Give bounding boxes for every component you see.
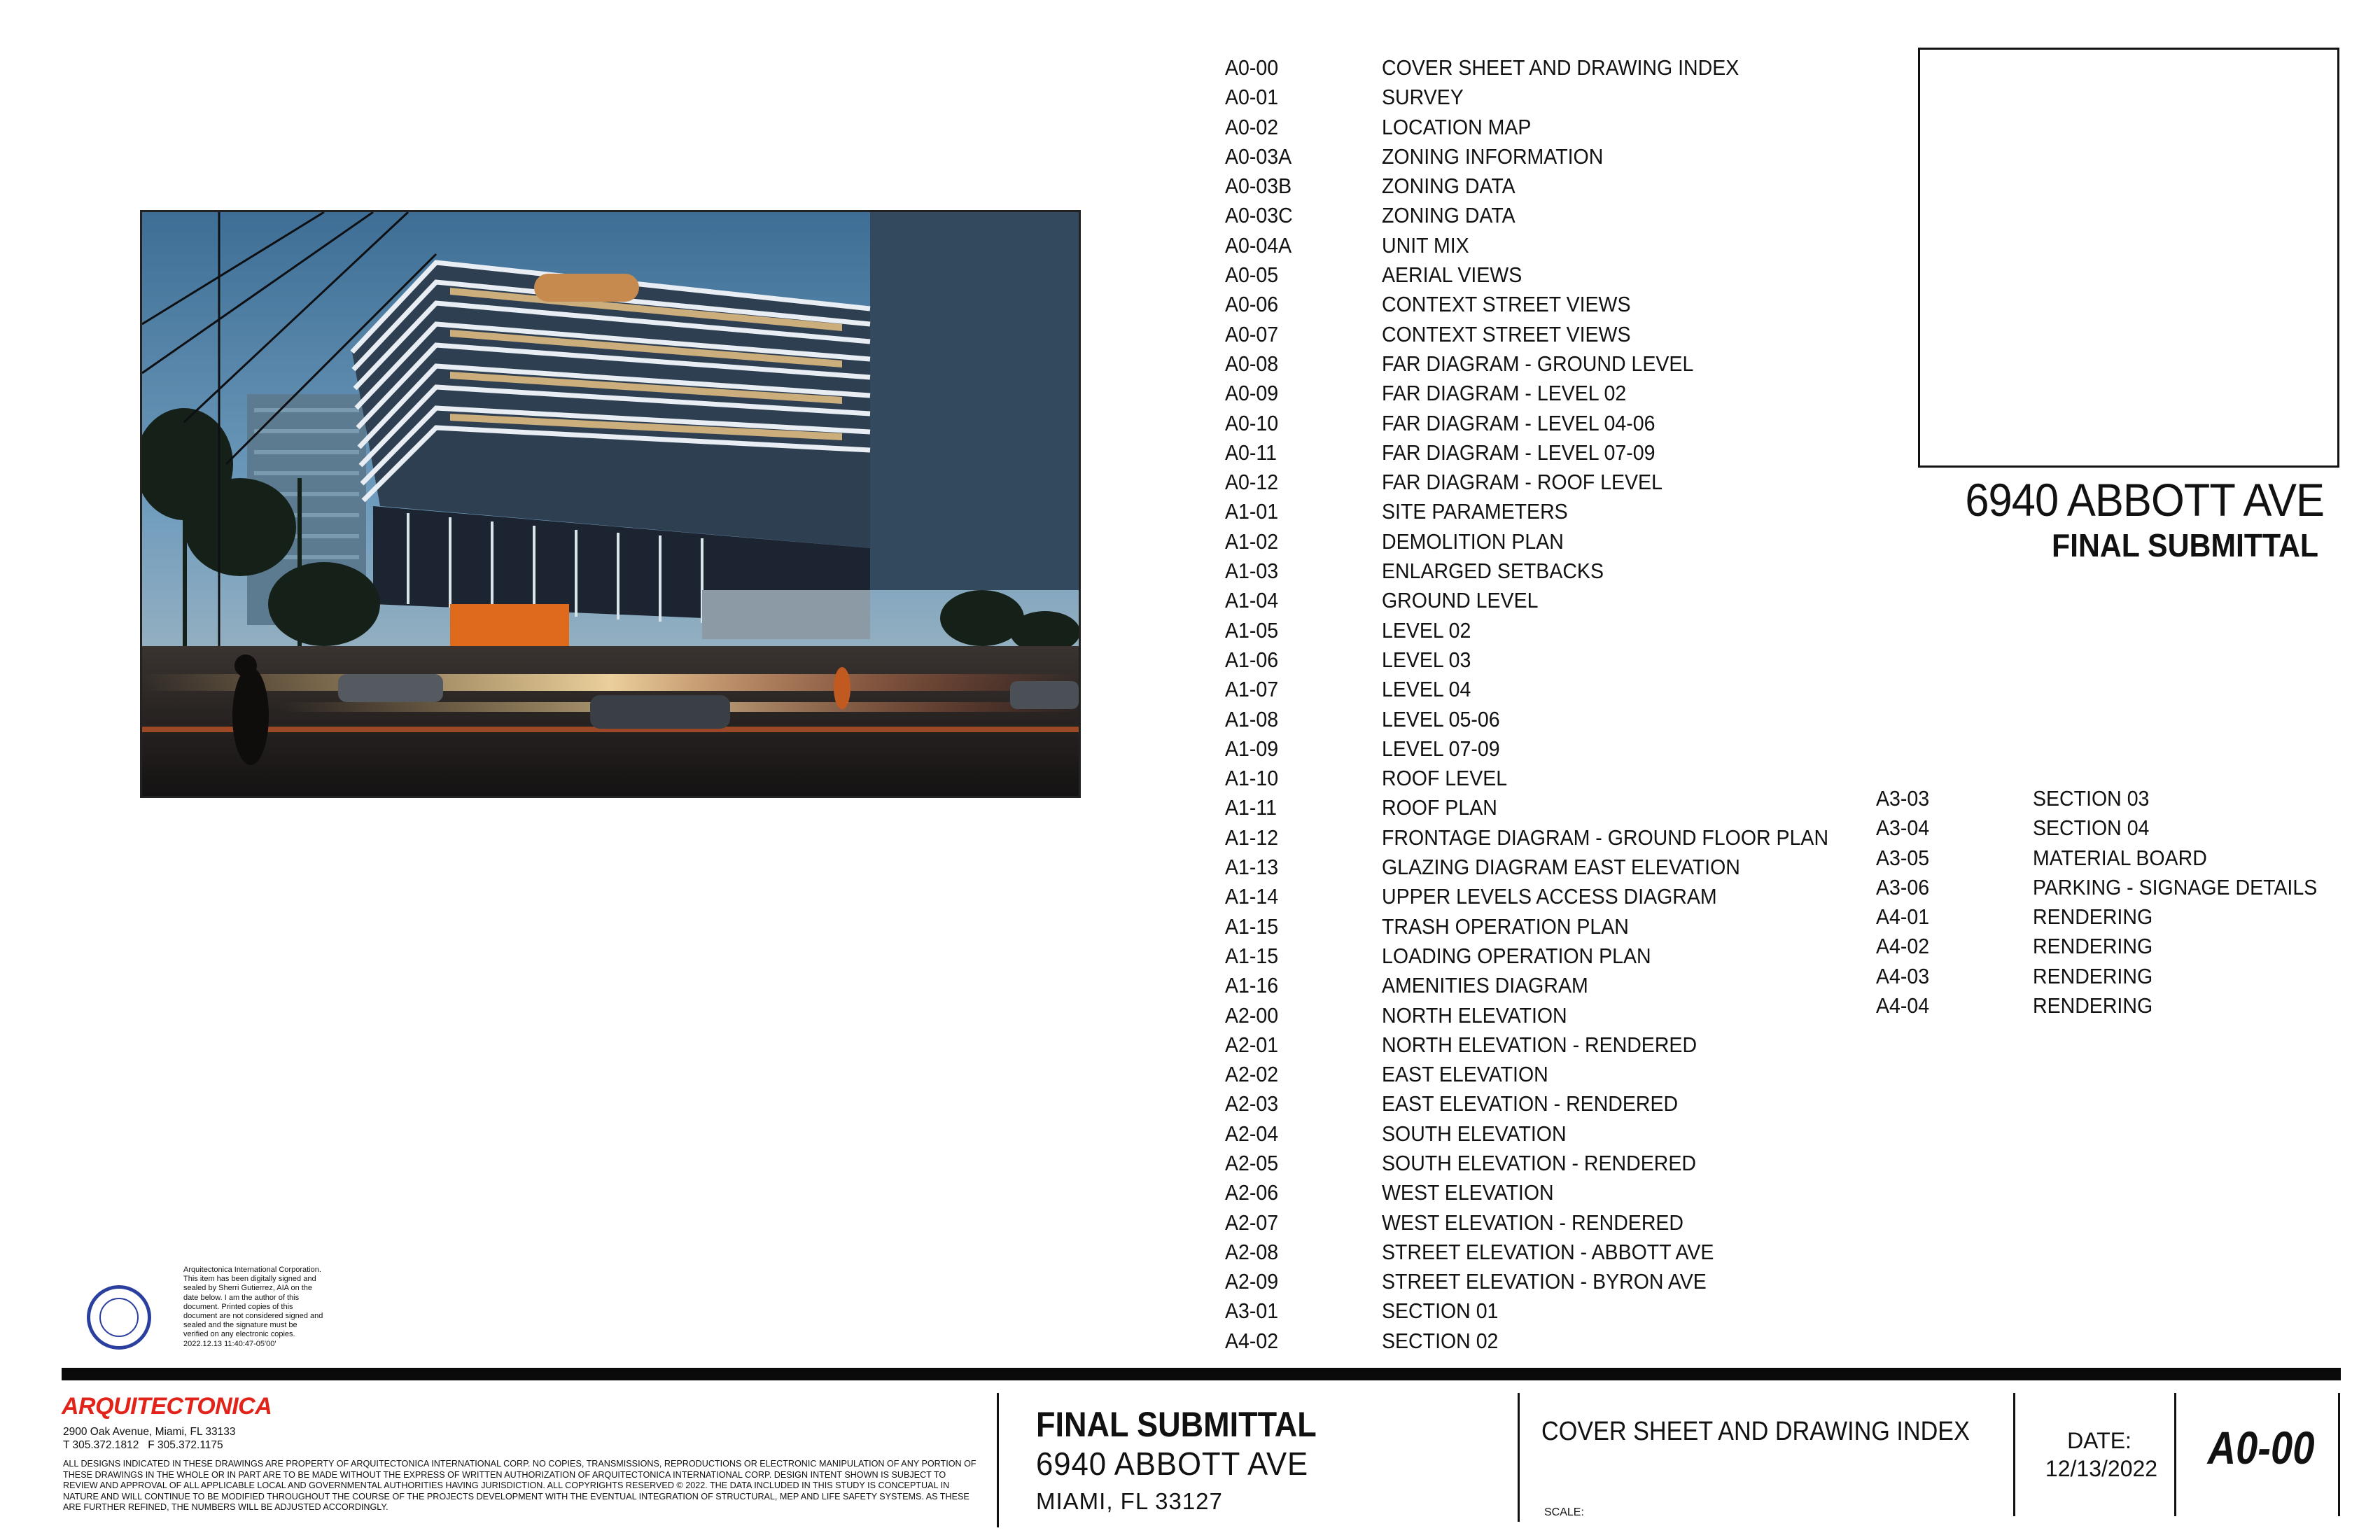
sheet-index-number: A3-04 bbox=[1876, 816, 1930, 841]
sheet-index-title: PARKING - SIGNAGE DETAILS bbox=[2033, 874, 2318, 899]
sheet-index-number: A1-03 bbox=[1225, 559, 1279, 584]
sheet-index-title: CONTEXT STREET VIEWS bbox=[1382, 321, 1631, 346]
sheet-index-title: FAR DIAGRAM - LEVEL 02 bbox=[1382, 381, 1627, 406]
sheet-index-number: A0-02 bbox=[1225, 114, 1279, 139]
sheet-index-number: A1-04 bbox=[1225, 588, 1279, 613]
sheet-index-title: SOUTH ELEVATION - RENDERED bbox=[1382, 1150, 1696, 1175]
sheet-index-number: A0-04A bbox=[1225, 232, 1292, 258]
sheet-index-number: A1-10 bbox=[1225, 766, 1279, 791]
sheet-index-number: A3-03 bbox=[1876, 786, 1930, 811]
sheet-index-title: TRASH OPERATION PLAN bbox=[1382, 913, 1629, 939]
sheet-index-title: LEVEL 05-06 bbox=[1382, 706, 1500, 732]
project-address-title: 6940 ABBOTT AVE bbox=[1965, 474, 2324, 526]
sheet-index-number: A1-11 bbox=[1225, 795, 1277, 820]
sheet-index-title: AERIAL VIEWS bbox=[1382, 262, 1522, 288]
scale-label: SCALE: bbox=[1544, 1506, 1584, 1518]
project-phase-title: FINAL SUBMITTAL bbox=[2051, 527, 2318, 564]
sheet-index-title: SECTION 01 bbox=[1382, 1298, 1499, 1324]
sheet-index-title: GLAZING DIAGRAM EAST ELEVATION bbox=[1382, 855, 1740, 880]
sheet-index-number: A1-01 bbox=[1225, 499, 1279, 524]
sheet-index-number: A2-05 bbox=[1225, 1150, 1279, 1175]
sheet-index-title: SECTION 04 bbox=[2033, 816, 2150, 841]
sheet-index-title: LEVEL 07-09 bbox=[1382, 736, 1500, 761]
sheet-index-title: LEVEL 02 bbox=[1382, 617, 1471, 643]
sheet-index-number: A2-03 bbox=[1225, 1091, 1279, 1116]
sheet-index-number: A1-06 bbox=[1225, 647, 1279, 672]
title-block-top-bar bbox=[62, 1368, 2341, 1380]
sheet-index-title: ROOF LEVEL bbox=[1382, 766, 1508, 791]
divider bbox=[2174, 1393, 2176, 1516]
sheet-index-number: A0-09 bbox=[1225, 381, 1279, 406]
sheet-index-number: A4-03 bbox=[1876, 963, 1930, 988]
sheet-index-title: RENDERING bbox=[2033, 963, 2153, 988]
sheet-index-number: A1-05 bbox=[1225, 617, 1279, 643]
sheet-index-number: A0-07 bbox=[1225, 321, 1279, 346]
sheet-index-title: FAR DIAGRAM - GROUND LEVEL bbox=[1382, 351, 1694, 376]
sheet-index-number: A0-05 bbox=[1225, 262, 1279, 288]
stamp-box bbox=[1918, 48, 2339, 468]
drawing-index-left-numbers bbox=[1225, 53, 1293, 1356]
sheet-index-number: A1-09 bbox=[1225, 736, 1279, 761]
sheet-index-title: ENLARGED SETBACKS bbox=[1382, 559, 1604, 584]
sheet-index-title: WEST ELEVATION - RENDERED bbox=[1382, 1210, 1684, 1235]
sheet-index-title: AMENITIES DIAGRAM bbox=[1382, 973, 1588, 998]
sheet-index-number: A2-00 bbox=[1225, 1002, 1279, 1028]
sheet-index-number: A0-06 bbox=[1225, 292, 1279, 317]
sheet-index-number: A2-08 bbox=[1225, 1239, 1279, 1264]
sheet-index-title: FAR DIAGRAM - ROOF LEVEL bbox=[1382, 470, 1662, 495]
sheet-index-number: A0-03A bbox=[1225, 144, 1292, 169]
firm-address-line: 2900 Oak Avenue, Miami, FL 33133 bbox=[63, 1426, 236, 1438]
copyright-disclaimer: ALL DESIGNS INDICATED IN THESE DRAWINGS ARE PROPERTY OF ARQUITECTONICA INTERNATIONAL CORP. NO COPIES, TRANSMISSIONS, REPRODUCTIONS OR ELECTRONIC MANIPULATION OF ANY PORTION OF THESE DRAWINGS IN THE WHOLE OR IN PART ARE TO BE MADE WITHOUT THE EXPRESS OF WRITTEN AUTHORIZATION OF ARQUITECTONICA INTERNATIONAL CORP. DESIGN INTENT SHOWN IS SUBJECT TO REVIEW AND APPROVAL OF ALL APPLICABLE LOCAL AND GOVERNMENTAL AUTHORITIES HAVING JURISDICTION. ALL COPYRIGHTS RESERVED © 2022. THE DATA INCLUDED IN THIS STUDY IS CONCEPTUAL IN NATURE AND WILL CONTINUE TO BE MODIFIED THROUGHOUT THE COURSE OF THE PROJECTS DEVELOPMENT WITH THE EVENTUAL INTEGRATION OF STRUCTURAL, MEP AND LIFE SAFETY SYSTEMS. AS THESE ARE FURTHER REFINED, THE NUMBERS WILL BE ADJUSTED ACCORDINGLY. bbox=[63, 1459, 976, 1512]
sheet-index-number: A0-11 bbox=[1225, 440, 1277, 465]
sheet-index-title: SOUTH ELEVATION bbox=[1382, 1121, 1567, 1146]
title-block-city: MIAMI, FL 33127 bbox=[1036, 1488, 1223, 1514]
sheet-index-title: FAR DIAGRAM - LEVEL 07-09 bbox=[1382, 440, 1656, 465]
sheet-index-title: FAR DIAGRAM - LEVEL 04-06 bbox=[1382, 410, 1656, 435]
sheet-index-title: ZONING INFORMATION bbox=[1382, 144, 1604, 169]
drawing-index-left-titles bbox=[1382, 53, 1828, 1356]
sheet-index-number: A0-12 bbox=[1225, 470, 1279, 495]
sheet-index-number: A1-16 bbox=[1225, 973, 1279, 998]
sheet-index-title: RENDERING bbox=[2033, 934, 2153, 959]
sheet-index-number: A3-06 bbox=[1876, 874, 1930, 899]
sheet-index-number: A4-02 bbox=[1225, 1328, 1279, 1353]
seal-inner-ring bbox=[99, 1298, 139, 1337]
date-value: 12/13/2022 bbox=[2045, 1456, 2158, 1481]
sheet-index-number: A2-02 bbox=[1225, 1062, 1279, 1087]
date-label: DATE: bbox=[2067, 1428, 2132, 1453]
sheet-index-number: A1-08 bbox=[1225, 706, 1279, 732]
sheet-index-title: EAST ELEVATION bbox=[1382, 1062, 1548, 1087]
sheet-index-title: STREET ELEVATION - ABBOTT AVE bbox=[1382, 1239, 1714, 1264]
sheet-index-number: A1-15 bbox=[1225, 913, 1279, 939]
sheet-index-title: DEMOLITION PLAN bbox=[1382, 528, 1564, 554]
firm-phones: T 305.372.1812 F 305.372.1175 bbox=[63, 1439, 223, 1451]
sheet-index-number: A1-13 bbox=[1225, 855, 1279, 880]
sheet-index-title: LOCATION MAP bbox=[1382, 114, 1532, 139]
title-block-address: 6940 ABBOTT AVE bbox=[1036, 1446, 1309, 1482]
sheet-index-number: A4-01 bbox=[1876, 904, 1930, 930]
sheet-index-title: MATERIAL BOARD bbox=[2033, 845, 2207, 870]
sheet-index-number: A0-08 bbox=[1225, 351, 1279, 376]
sheet-index-number: A2-04 bbox=[1225, 1121, 1279, 1146]
sheet-index-title: RENDERING bbox=[2033, 904, 2153, 930]
sheet-index-title: NORTH ELEVATION - RENDERED bbox=[1382, 1032, 1698, 1057]
sheet-index-title: SECTION 02 bbox=[1382, 1328, 1499, 1353]
divider bbox=[1518, 1393, 1520, 1522]
sheet-index-title: EAST ELEVATION - RENDERED bbox=[1382, 1091, 1679, 1116]
sheet-index-title: SITE PARAMETERS bbox=[1382, 499, 1568, 524]
sheet-index-number: A2-09 bbox=[1225, 1269, 1279, 1294]
title-block-phase: FINAL SUBMITTAL bbox=[1036, 1405, 1317, 1444]
firm-address bbox=[63, 1425, 235, 1452]
sheet-index-title: ZONING DATA bbox=[1382, 203, 1516, 228]
sheet-index-number: A1-14 bbox=[1225, 884, 1279, 909]
sheet-index-title: ROOF PLAN bbox=[1382, 795, 1497, 820]
divider bbox=[2013, 1393, 2015, 1516]
sheet-index-title: UPPER LEVELS ACCESS DIAGRAM bbox=[1382, 884, 1717, 909]
digital-signature-note: Arquitectonica International Corporation. This item has been digitally signed and sealed by Sherri Gutierrez, AIA on the date below. I am the author of this document. Printed copies of this document are not considered signed and sealed and the signature must be verified on any electronic copies. 2022.12.13 11:40:47-05'00' bbox=[183, 1266, 323, 1348]
sheet-index-number: A3-05 bbox=[1876, 845, 1930, 870]
drawing-index-right-numbers bbox=[1876, 784, 1929, 1021]
sheet-index-title: CONTEXT STREET VIEWS bbox=[1382, 292, 1631, 317]
sheet-index-title: SECTION 03 bbox=[2033, 786, 2150, 811]
sheet-index-title: RENDERING bbox=[2033, 993, 2153, 1018]
sheet-index-title: UNIT MIX bbox=[1382, 232, 1469, 258]
sheet-index-number: A2-07 bbox=[1225, 1210, 1279, 1235]
sheet-index-number: A2-01 bbox=[1225, 1032, 1279, 1057]
drawing-index-right-titles bbox=[2033, 784, 2317, 1021]
sheet-index-number: A1-12 bbox=[1225, 825, 1279, 850]
sheet-index-title: ZONING DATA bbox=[1382, 174, 1516, 199]
building-rendering bbox=[140, 210, 1081, 798]
sheet-index-title: COVER SHEET AND DRAWING INDEX bbox=[1382, 55, 1740, 80]
firm-logo: ARQUITECTONICA bbox=[62, 1393, 272, 1420]
sheet-index-number: A2-06 bbox=[1225, 1180, 1279, 1205]
sheet-number: A0-00 bbox=[2207, 1422, 2315, 1474]
sheet-index-number: A4-02 bbox=[1876, 934, 1930, 959]
sheet-index-title: STREET ELEVATION - BYRON AVE bbox=[1382, 1269, 1707, 1294]
sheet-index-number: A0-03B bbox=[1225, 174, 1292, 199]
divider bbox=[997, 1393, 999, 1527]
sheet-index-number: A1-02 bbox=[1225, 528, 1279, 554]
sheet-index-number: A0-00 bbox=[1225, 55, 1279, 80]
sheet-index-number: A0-01 bbox=[1225, 85, 1279, 110]
sheet-index-title: LEVEL 03 bbox=[1382, 647, 1471, 672]
sheet-index-title: FRONTAGE DIAGRAM - GROUND FLOOR PLAN bbox=[1382, 825, 1829, 850]
sheet-index-number: A0-03C bbox=[1225, 203, 1293, 228]
sheet-index-number: A0-10 bbox=[1225, 410, 1279, 435]
divider bbox=[2338, 1393, 2340, 1516]
sheet-index-title: LOADING OPERATION PLAN bbox=[1382, 943, 1651, 968]
sheet-index-number: A3-01 bbox=[1225, 1298, 1279, 1324]
sheet-index-number: A4-04 bbox=[1876, 993, 1930, 1018]
sheet-index-title: LEVEL 04 bbox=[1382, 677, 1471, 702]
sheet-index-title: WEST ELEVATION bbox=[1382, 1180, 1554, 1205]
sheet-index-title: GROUND LEVEL bbox=[1382, 588, 1539, 613]
sheet-index-number: A1-07 bbox=[1225, 677, 1279, 702]
sheet-index-title: SURVEY bbox=[1382, 85, 1464, 110]
sheet-name: COVER SHEET AND DRAWING INDEX bbox=[1541, 1417, 1970, 1446]
sheet-index-number: A1-15 bbox=[1225, 943, 1279, 968]
sheet-index-title: NORTH ELEVATION bbox=[1382, 1002, 1567, 1028]
